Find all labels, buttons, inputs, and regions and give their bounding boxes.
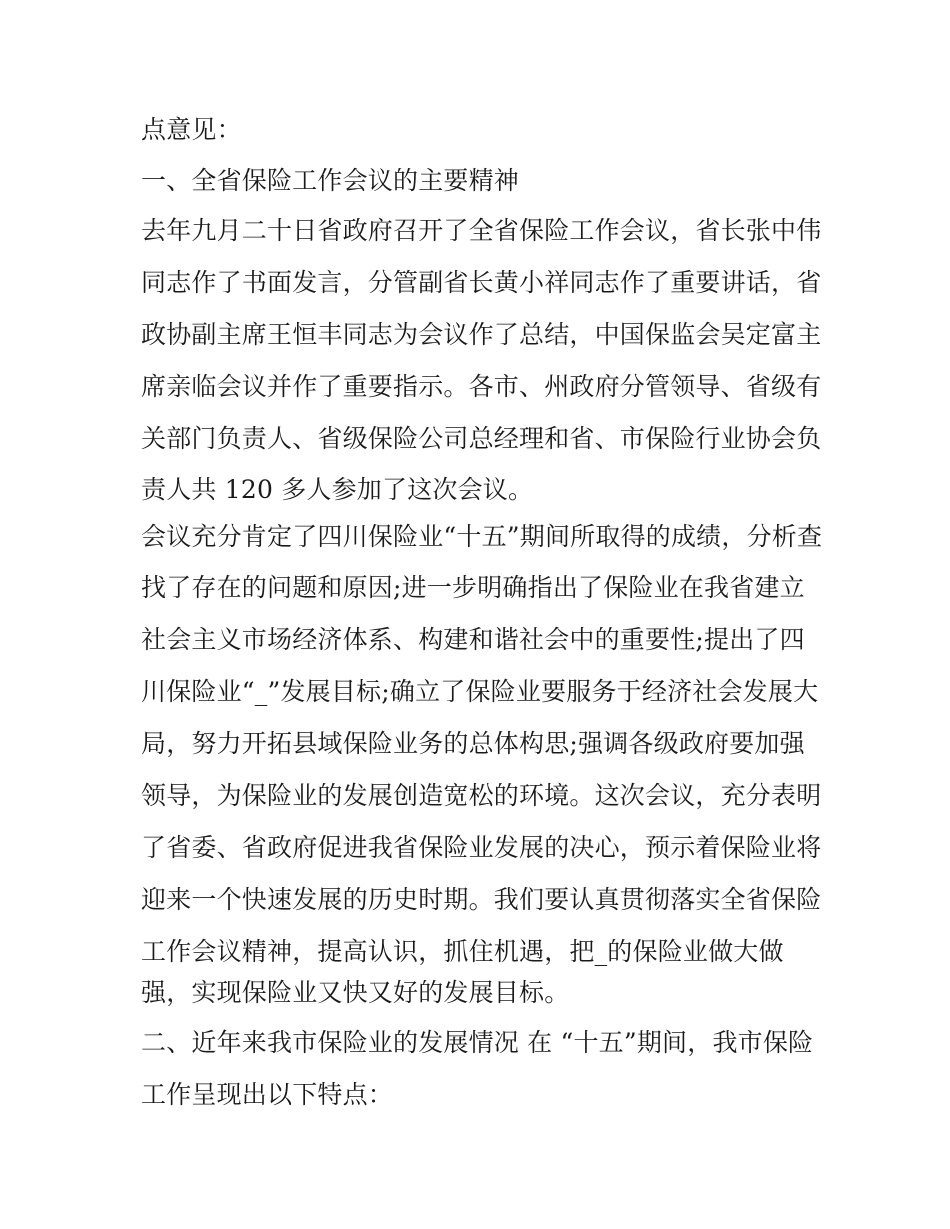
text-line: 工作会议精神，提高认识，抓住机遇，把_的保险业做大做: [141, 937, 784, 966]
text-line: 领导，为保险业的发展创造宽松的环境。这次会议，充分表明: [141, 781, 822, 810]
text-line: 政协副主席王恒丰同志为会议作了总结，中国保监会吴定富主: [141, 320, 822, 349]
text-line: 去年九月二十日省政府召开了全省保险工作会议，省长张中伟: [141, 216, 822, 245]
text-line: 迎来一个快速发展的历史时期。我们要认真贯彻落实全省保险: [141, 885, 822, 914]
text-line: 强，实现保险业又快又好的发展目标。: [141, 978, 570, 1007]
text-line: 川保险业“_”发展目标;确立了保险业要服务于经济社会发展大: [141, 677, 819, 706]
text-line: 社会主义市场经济体系、构建和谐社会中的重要性;提出了四: [141, 625, 805, 654]
text-line: 了省委、省政府促进我省保险业发展的决心，预示着保险业将: [141, 833, 822, 862]
text-line: 同志作了书面发言，分管副省长黄小祥同志作了重要讲话，省: [141, 268, 822, 297]
text-line: 会议充分肯定了四川保险业“十五”期间所取得的成绩，分析查: [141, 522, 823, 551]
text-line: 关部门负责人、省级保险公司总经理和省、市保险行业协会负: [141, 424, 822, 453]
text-line: 席亲临会议并作了重要指示。各市、州政府分管领导、省级有: [141, 372, 822, 401]
text-line: 责人共 120 多人参加了这次会议。: [141, 475, 534, 504]
section-heading: 二、近年来我市保险业的发展情况 在 “十五”期间，我市保险: [141, 1028, 814, 1057]
text-line: 工作呈现出以下特点：: [141, 1080, 394, 1109]
text-line: 找了存在的问题和原因;进一步明确指出了保险业在我省建立: [141, 573, 805, 602]
text-line: 点意见：: [141, 115, 242, 144]
text-line: 局，努力开拓县域保险业务的总体构思;强调各级政府要加强: [141, 729, 805, 758]
section-heading: 一、全省保险工作会议的主要精神: [141, 166, 520, 195]
